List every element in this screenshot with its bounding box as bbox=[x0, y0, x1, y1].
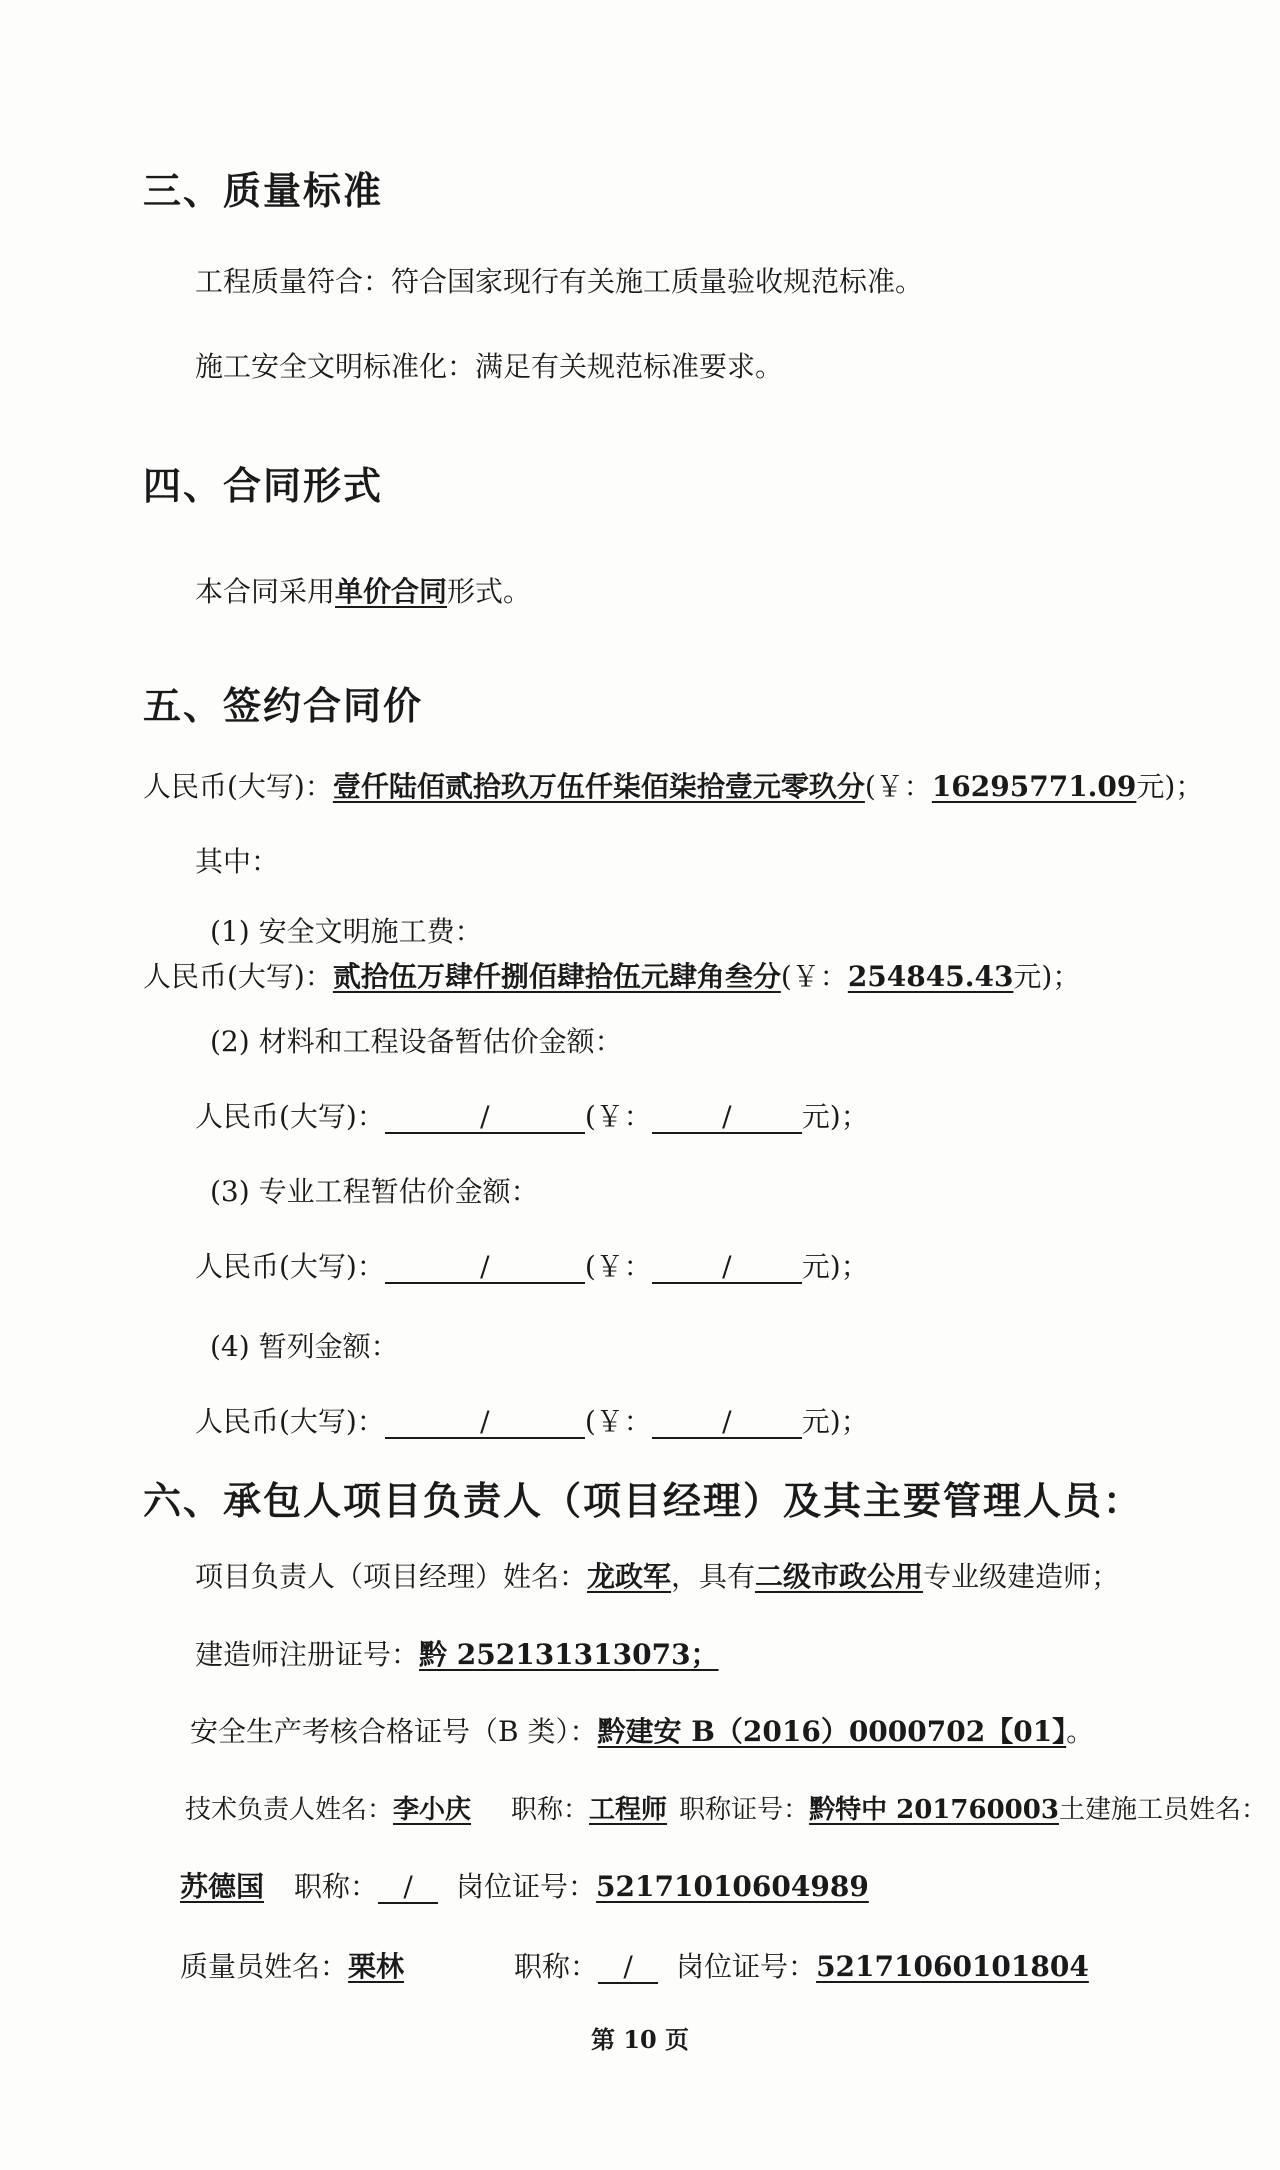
item-2-label: (2) 材料和工程设备暂估价金额： bbox=[210, 1025, 623, 1058]
item-1-words: 贰拾伍万肆仟捌佰肆拾伍元肆角叁分 bbox=[332, 960, 781, 993]
yuan-close: 元)； bbox=[1013, 960, 1081, 993]
total-price-words: 壹仟陆佰贰拾玖万伍仟柒佰柒拾壹元零玖分 bbox=[332, 770, 865, 803]
item-4-words-blank: / bbox=[385, 1407, 585, 1439]
item-3-amount-blank: / bbox=[652, 1252, 802, 1284]
civil-cert: 52171010604989 bbox=[596, 1870, 869, 1903]
civil-label: 土建施工员姓名： bbox=[1058, 1795, 1267, 1825]
title-label: 职称： bbox=[514, 1950, 599, 1983]
pm-prefix: 项目负责人（项目经理）姓名： bbox=[195, 1560, 588, 1593]
quality-label: 质量员姓名： bbox=[180, 1950, 349, 1983]
item-4-amount-line bbox=[195, 1405, 869, 1439]
quality-standard-line: 工程质量符合：符合国家现行有关施工质量验收规范标准。 bbox=[195, 265, 924, 298]
yen-open: (￥： bbox=[584, 1100, 652, 1133]
quality-cert: 52171060101804 bbox=[816, 1950, 1089, 1983]
item-3-amount-line bbox=[195, 1250, 869, 1284]
rmb-label: 人民币(大写)： bbox=[195, 1405, 385, 1438]
title-cert-label: 职称证号： bbox=[679, 1795, 810, 1825]
contract-form-value: 单价合同 bbox=[335, 575, 448, 608]
safety-end: 。 bbox=[1066, 1715, 1095, 1748]
pm-name: 龙政军 bbox=[587, 1560, 672, 1593]
rmb-label: 人民币(大写)： bbox=[195, 1250, 385, 1283]
among-label: 其中： bbox=[195, 845, 280, 878]
page-number: 第 10 页 bbox=[590, 2025, 690, 2054]
section-3-heading: 三、质量标准 bbox=[143, 168, 384, 213]
yuan-close: 元)； bbox=[1136, 770, 1204, 803]
contract-form-post: 形式。 bbox=[447, 575, 532, 608]
tech-cert: 黔特中 201760003 bbox=[809, 1795, 1059, 1825]
reg-number: 黔 252131313073； bbox=[419, 1638, 719, 1671]
yen-open: (￥： bbox=[864, 770, 932, 803]
yen-open: (￥： bbox=[584, 1250, 652, 1283]
rmb-label: 人民币(大写)： bbox=[143, 770, 333, 803]
item-2-words-blank: / bbox=[385, 1102, 585, 1134]
section-6-heading: 六、承包人项目负责人（项目经理）及其主要管理人员： bbox=[143, 1478, 1144, 1523]
title-label: 职称： bbox=[511, 1795, 590, 1825]
item-2-amount-line bbox=[195, 1100, 869, 1134]
pm-suffix: 专业级建造师； bbox=[923, 1560, 1120, 1593]
post-cert-label: 岗位证号： bbox=[676, 1950, 817, 1983]
item-2-amount-blank: / bbox=[652, 1102, 802, 1134]
quality-name: 栗林 bbox=[348, 1950, 405, 1983]
pm-mid: ，具有 bbox=[671, 1560, 756, 1593]
registration-line bbox=[195, 1638, 719, 1672]
safety-cert-line bbox=[190, 1715, 1094, 1749]
item-4-label: (4) 暂列金额： bbox=[210, 1330, 399, 1363]
safety-label: 安全生产考核合格证号（B 类）： bbox=[190, 1715, 598, 1748]
section-5-heading: 五、签约合同价 bbox=[143, 683, 424, 728]
rmb-label: 人民币(大写)： bbox=[143, 960, 333, 993]
civil-worker-line bbox=[180, 1870, 869, 1904]
item-4-amount-blank: / bbox=[652, 1407, 802, 1439]
quality-title-blank: / bbox=[598, 1952, 658, 1984]
civil-title-blank: / bbox=[378, 1872, 438, 1904]
total-price-line bbox=[143, 770, 1203, 804]
civil-name: 苏德国 bbox=[180, 1870, 265, 1903]
safety-number: 黔建安 B（2016）0000702【01】 bbox=[597, 1715, 1067, 1748]
project-manager-line bbox=[195, 1560, 1119, 1594]
yuan-close: 元)； bbox=[801, 1100, 869, 1133]
item-1-label: (1) 安全文明施工费： bbox=[210, 915, 483, 948]
yuan-close: 元)； bbox=[801, 1250, 869, 1283]
tech-name: 李小庆 bbox=[393, 1795, 472, 1825]
quality-officer-line bbox=[180, 1950, 1089, 1984]
item-3-words-blank: / bbox=[385, 1252, 585, 1284]
yen-open: (￥： bbox=[780, 960, 848, 993]
contract-form-line bbox=[195, 575, 531, 609]
tech-label: 技术负责人姓名： bbox=[185, 1795, 394, 1825]
item-3-label: (3) 专业工程暂估价金额： bbox=[210, 1175, 539, 1208]
total-price-amount: 16295771.09 bbox=[931, 770, 1137, 803]
rmb-label: 人民币(大写)： bbox=[195, 1100, 385, 1133]
item-1-amount-line bbox=[143, 960, 1080, 994]
pm-grade: 二级市政公用 bbox=[755, 1560, 924, 1593]
yuan-close: 元)； bbox=[801, 1405, 869, 1438]
yen-open: (￥： bbox=[584, 1405, 652, 1438]
reg-label: 建造师注册证号： bbox=[195, 1638, 420, 1671]
title-label: 职称： bbox=[294, 1870, 379, 1903]
contract-form-pre: 本合同采用 bbox=[195, 575, 336, 608]
post-cert-label: 岗位证号： bbox=[456, 1870, 597, 1903]
item-1-amount: 254845.43 bbox=[847, 960, 1014, 993]
tech-lead-line bbox=[185, 1795, 1267, 1826]
safety-standard-line: 施工安全文明标准化：满足有关规范标准要求。 bbox=[195, 350, 784, 383]
tech-title: 工程师 bbox=[589, 1795, 668, 1825]
section-4-heading: 四、合同形式 bbox=[143, 463, 384, 508]
